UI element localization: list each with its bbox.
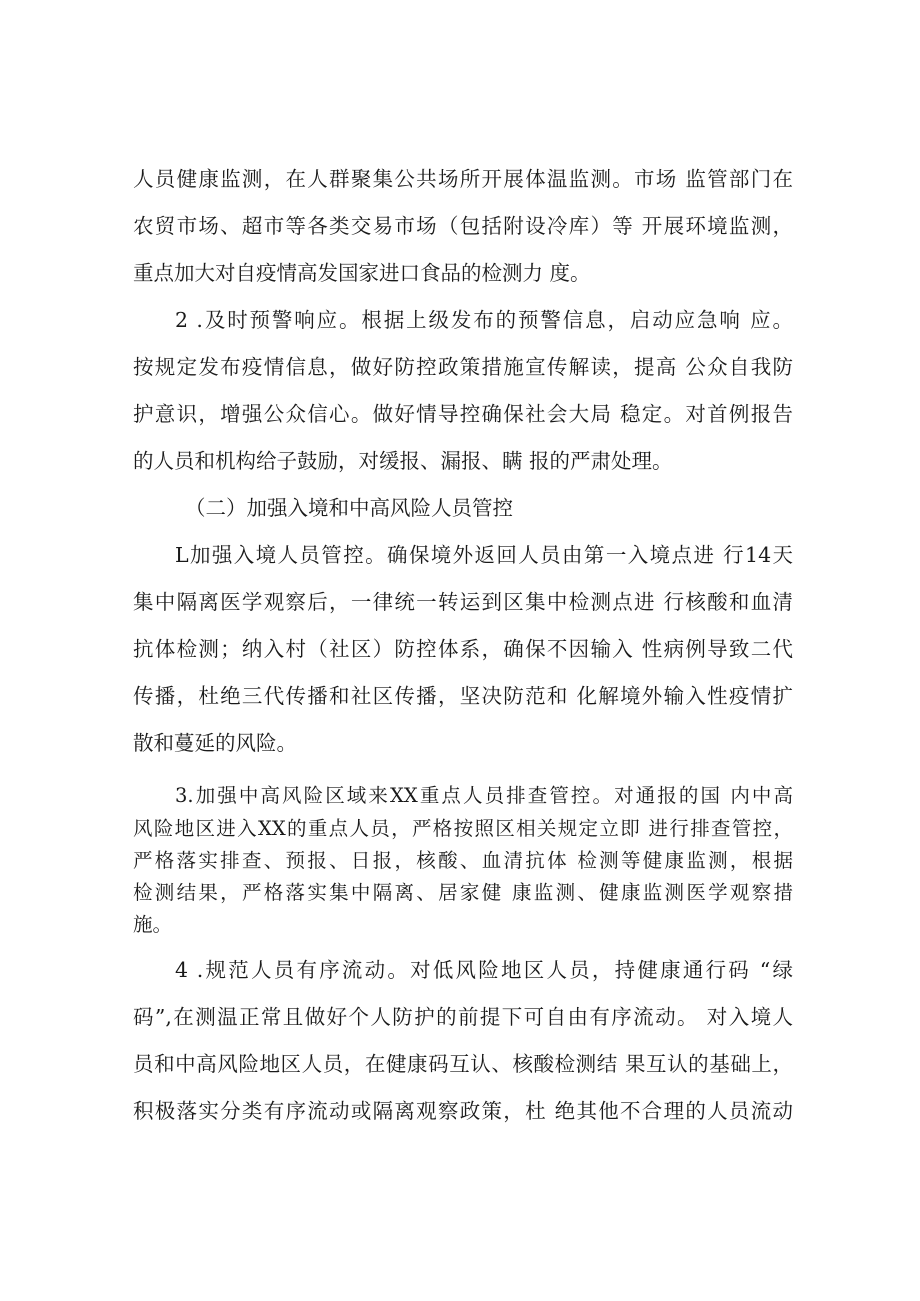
text-line-22: 积极落实分类有序流动或隔离观察政策，杜 绝其他不合理的人员流动 bbox=[133, 1099, 793, 1123]
text-line-6: 护意识，增强公众信心。做好情导控确保社会大局 稳定。对首例报告 bbox=[133, 402, 793, 426]
text-line-10: 集中隔离医学观察后，一律统一转运到区集中检测点进 行核酸和血清 bbox=[133, 590, 793, 614]
text-line-16: 严格落实排查、预报、日报，核酸、血清抗体 检测等健康监测，根据 bbox=[133, 849, 793, 872]
text-line-21: 员和中高风险地区人员，在健康码互认、核酸检测结 果互认的基础上， bbox=[133, 1052, 793, 1076]
text-line-3: 重点加大对自疫情高发国家进口食品的检测力 度。 bbox=[133, 261, 591, 285]
text-line-13: 散和蔓延的风险。 bbox=[133, 731, 297, 755]
text-line-4: 2 .及时预警响应。根据上级发布的预警信息，启动应急响 应。 bbox=[175, 308, 793, 332]
text-line-18: 施。 bbox=[133, 913, 173, 936]
text-line-2: 农贸市场、超市等各类交易市场（包括附设冷库）等 开展环境监测， bbox=[133, 214, 793, 238]
section-heading: （二）加强入境和中高风险人员管控 bbox=[185, 496, 513, 520]
text-line-20: 码”,在测温正常且做好个人防护的前提下可自由有序流动。 对入境人 bbox=[133, 1005, 793, 1029]
text-line-14: 3.加强中高风险区域来XX重点人员排查管控。对通报的国 内中高 bbox=[175, 784, 793, 807]
text-line-1: 人员健康监测，在人群聚集公共场所开展体温监测。市场 监管部门在 bbox=[133, 167, 793, 191]
text-line-5: 按规定发布疫情信息，做好防控政策措施宣传解读，提高 公众自我防 bbox=[133, 355, 793, 379]
text-line-17: 检测结果，严格落实集中隔离、居家健 康监测、健康监测医学观察措 bbox=[133, 881, 793, 904]
text-line-12: 传播，杜绝三代传播和社区传播，坚决防范和 化解境外输入性疫情扩 bbox=[133, 684, 793, 708]
text-line-15: 风险地区进入XX的重点人员，严格按照区相关规定立即 进行排查管控， bbox=[133, 817, 793, 840]
text-line-7: 的人员和机构给子鼓励，对缓报、漏报、瞒 报的严肃处理。 bbox=[133, 449, 673, 473]
text-line-11: 抗体检测；纳入村（社区）防控体系，确保不因输入 性病例导致二代 bbox=[133, 637, 793, 661]
text-line-9: L加强入境人员管控。确保境外返回人员由第一入境点进 行14天 bbox=[175, 543, 793, 567]
text-line-19: 4 .规范人员有序流动。对低风险地区人员，持健康通行码 “绿 bbox=[175, 958, 793, 982]
